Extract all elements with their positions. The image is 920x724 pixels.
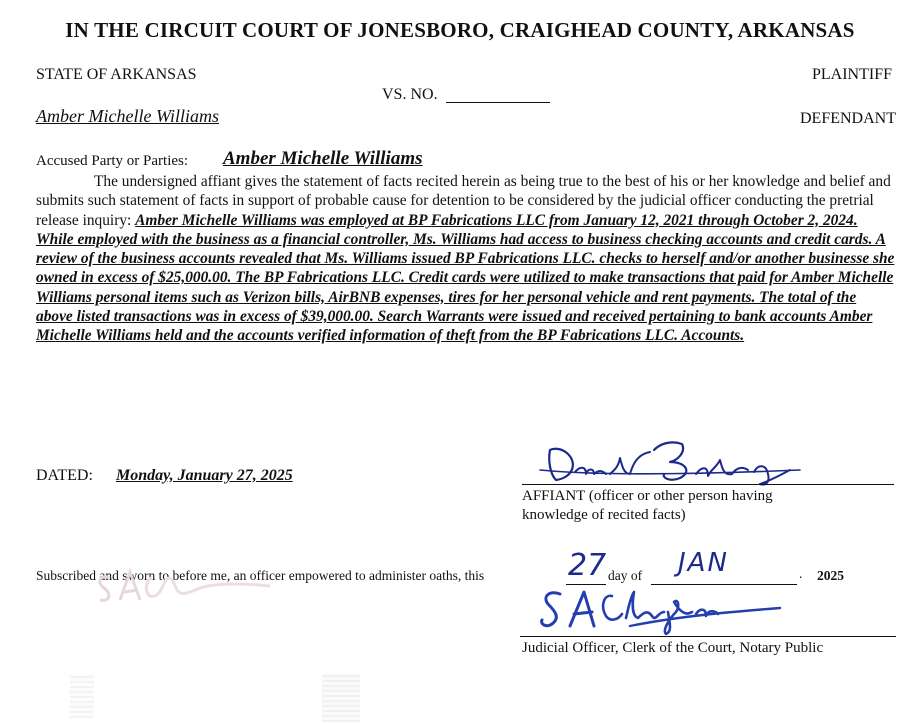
affiant-caption-line2: knowledge of recited facts)	[522, 507, 686, 523]
judicial-officer-signature	[530, 582, 790, 636]
ghost-margin-mark	[70, 674, 94, 718]
oath-text: Subscribed and sworn to before me, an officer empowered to administer oaths, this	[36, 568, 485, 583]
ghost-signature-bleed	[90, 548, 290, 628]
oath-day: 27	[568, 548, 607, 583]
oath-year-prefix: .	[799, 566, 803, 581]
vs-label: VS. NO.	[382, 86, 438, 103]
defendant-label: DEFENDANT	[800, 110, 896, 127]
judicial-officer-caption: Judicial Officer, Clerk of the Court, Notary Public	[522, 640, 824, 656]
defendant-name: Amber Michelle Williams	[36, 106, 219, 126]
oath-year: 2025	[817, 568, 844, 583]
statement-intro: The undersigned affiant gives the statement of facts recited herein as being true to the best of his or her knowledge and belief and submits such statement of facts in support of probable cause for detention to be considered by the judicial officer conducting the pretrial release inquiry:	[36, 173, 891, 229]
oath-month: JAN	[678, 548, 729, 578]
dated-value: Monday, January 27, 2025	[116, 467, 293, 484]
accused-name: Amber Michelle Williams	[223, 148, 423, 169]
plaintiff-label: PLAINTIFF	[811, 66, 892, 83]
accused-label: Accused Party or Parties:	[36, 153, 189, 169]
plaintiff-name: STATE OF ARKANSAS	[36, 66, 197, 83]
affiant-signature	[520, 430, 820, 490]
affiant-caption-line1: AFFIANT (officer or other person having	[522, 488, 773, 504]
court-title: IN THE CIRCUIT COURT OF JONESBORO, CRAIGHEAD COUNTY, ARKANSAS	[65, 18, 855, 42]
dated-label: DATED:	[36, 467, 93, 484]
statement-paragraph	[36, 172, 896, 346]
case-number-line	[446, 102, 550, 103]
ghost-barcode-mark	[322, 674, 360, 722]
oath-day-of: day of	[608, 568, 643, 583]
judicial-officer-line	[520, 636, 896, 637]
affiant-line	[522, 484, 894, 485]
statement-facts: Amber Michelle Williams was employed at BP Fabrications LLC from January 12, 2021 through October 2, 2024. While employed with the business as a financial controller, Ms. Williams had access to business checking accounts and credit cards. A review of the business accounts revealed that Ms. Williams issued BP Fabrications LLC. checks to herself and/or another businesse she owned in excess of $25,000.00. The BP Fabrications LLC. Credit cards were utilized to make transactions that paid for Amber Michelle Williams personal items such as Verizon bills, AirBNB expenses, tires for her personal vehicle and rent payments. The total of the above listed transactions was in excess of $39,000.00. Search Warrants were issued and received pertaining to bank accounts Amber Michelle Williams held and the accounts verified information of theft from the BP Fabrications LLC. Accounts.	[36, 211, 895, 345]
